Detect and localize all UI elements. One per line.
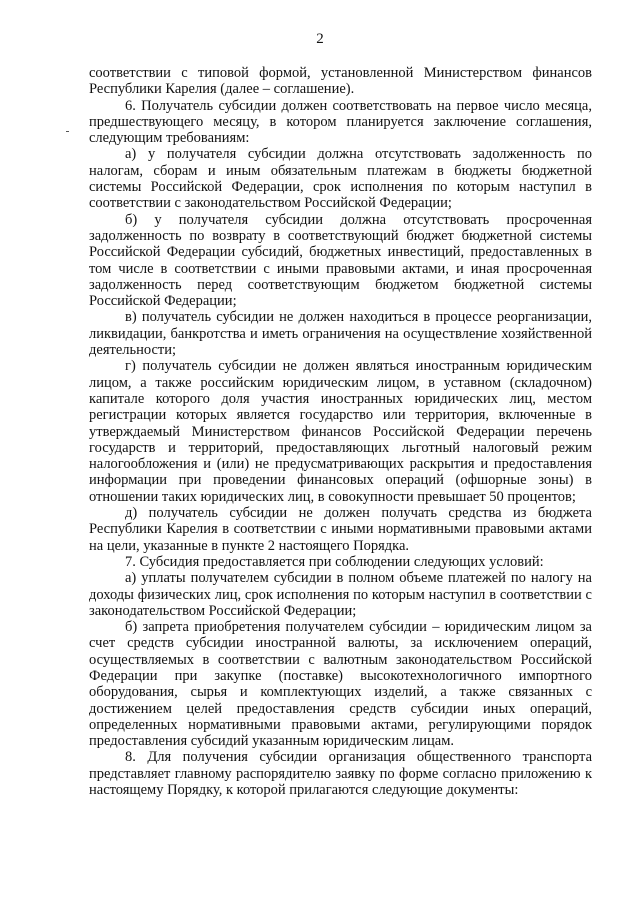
document-body <box>89 65 592 798</box>
paragraph-item-6: 6. Получатель субсидии должен соответствовать на первое число месяца, предшествующего месяцу, в котором планируется заключение соглашения, следующим требованиям: <box>89 97 592 147</box>
paragraph-item-7a: а) уплаты получателем субсидии в полном объеме платежей по налогу на доходы физических лиц, срок исполнения по которым наступил в соответствии с законодательством Российской Федерации; <box>89 570 592 619</box>
paragraph-item-6d: д) получатель субсидии не должен получать средства из бюджета Республики Карелия в соответствии с иными нормативными правовыми актами на цели, указанные в пункте 2 настоящего Порядка. <box>89 505 592 554</box>
paragraph-continuation: соответствии с типовой формой, установленной Министерством финансов Республики Карелия (далее – соглашение). <box>89 65 592 98</box>
paragraph-item-6a: а) у получателя субсидии должна отсутствовать задолженность по налогам, сборам и иным обязательным платежам в бюджеты бюджетной системы Российской Федерации, срок исполнения по которым наступил в соответствии с законодательством Российской Федерации; <box>89 146 592 212</box>
paragraph-item-7: 7. Субсидия предоставляется при соблюдении следующих условий: <box>125 553 544 570</box>
scan-artifact-mark <box>66 131 69 132</box>
paragraph-item-8: 8. Для получения субсидии организация общественного транспорта представляет главному распорядителю заявку по форме согласно приложению к настоящему Порядку, к которой прилагаются следующие документы: <box>89 749 592 799</box>
paragraph-item-6g: г) получатель субсидии не должен являться иностранным юридическим лицом, а также российским юридическим лицом, в уставном (складочном) капитале которого доля участия иностранных юридических лиц, местом регистрации которых является государство или территория, включенные в утверждаемый Министерством финансов Российской Федерации перечень государств и территорий, предоставляющих льготный налоговый режим налогообложения и (или) не предусматривающих раскрытия и предоставления информации при проведении финансовых операций (офшорные зоны) в отношении таких юридических лиц, в совокупности превышает 50 процентов; <box>89 358 592 505</box>
page-number: 2 <box>316 31 324 47</box>
paragraph-item-7b: б) запрета приобретения получателем субсидии – юридическим лицом за счет средств субсидии иностранной валюты, за исключением операций, осуществляемых в соответствии с валютным законодательством Российской Федерации при закупке (поставке) высокотехнологичного импортного оборудования, сырья и комплектующих изделий, а также связанных с достижением целей предоставления средств субсидии иных операций, определенных нормативными правовыми актами, регулирующими порядок предоставления субсидий указанным юридическим лицам. <box>89 619 592 750</box>
paragraph-item-6v: в) получатель субсидии не должен находиться в процессе реорганизации, ликвидации, банкротства и иметь ограничения на осуществление хозяйственной деятельности; <box>89 309 592 359</box>
paragraph-item-6b: б) у получателя субсидии должна отсутствовать просроченная задолженность по возврату в соответствующий бюджет бюджетной системы Российской Федерации субсидий, бюджетных инвестиций, предоставленных в том числе в соответствии с иными правовыми актами, и иная просроченная задолженность перед соответствующим бюджетом бюджетной системы Российской Федерации; <box>89 211 592 310</box>
